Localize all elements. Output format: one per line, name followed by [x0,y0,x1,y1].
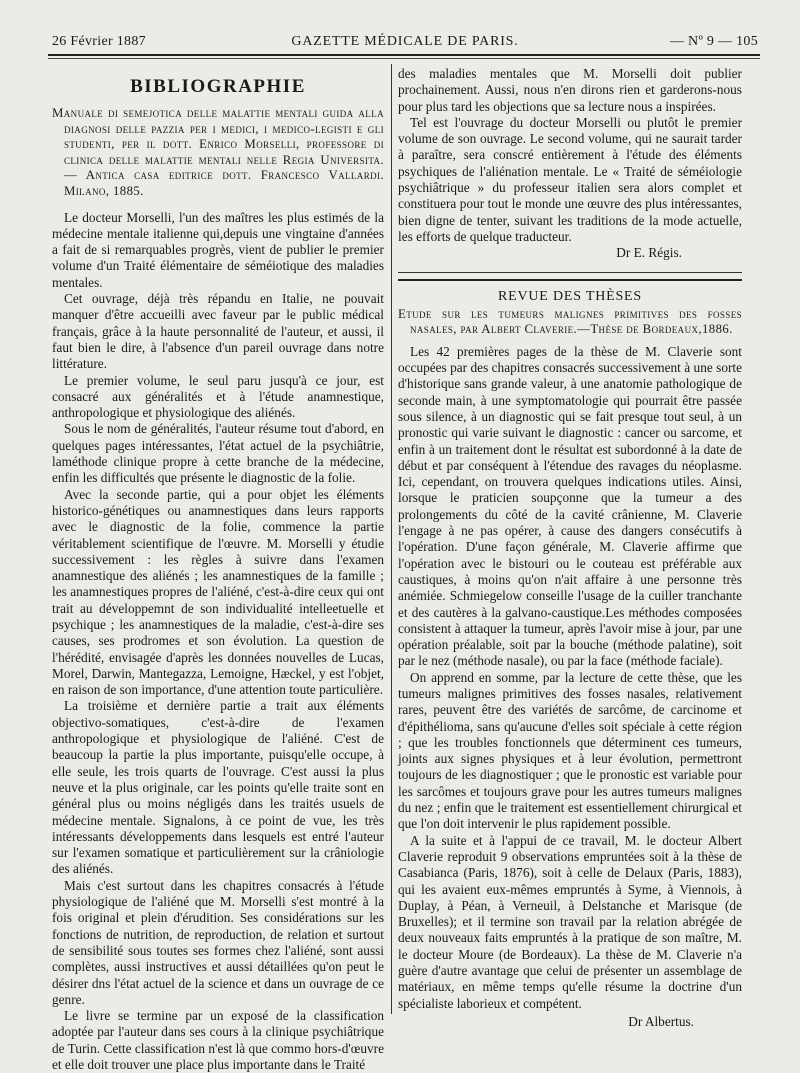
left-column [52,66,384,1072]
paragraph: Le livre se termine par un exposé de la classification adoptée par l'auteur dans ses cours à la clinique psychiâtrique de Turin. Cette classification n'est là que commo hors-d'œuvre et elle doit trouver une place plus importante dans le Traité [52,1008,384,1072]
signature-regis: Dr E. Régis. [616,245,682,261]
header-date: 26 Février 1887 [52,34,146,49]
paragraph: A la suite et à l'appui de ce travail, M. le docteur Albert Claverie reproduit 9 observations empruntées soit à la thèse de Casabianca (Paris, 1876), soit à celle de Delaux (Paris, 1883), qui les avaient eux-mêmes empruntés à Syme, à Viennois, à Duplay, à Péan, à Verneuil, à Delstanche et Marisque (de Bruxelles); et il termine son travail par la relation abrégée de deux nouveaux faits empruntés à la pratique de son maître, M. le docteur Moure (de Bordeaux). La thèse de M. Claverie n'a guère d'autre avantage que celui de présenter un assemblage de matériaux, en même temps qu'elle résume la doctrine d'un spécialiste laborieux et compétent. [398,832,742,1011]
header-journal-title: GAZETTE MÉDICALE DE PARIS. [291,34,519,49]
paragraph: Tel est l'ouvrage du docteur Morselli ou plutôt le premier volume de son ouvrage. Le second volume, qui ne saurait tarder à paraître, sera conscré entièrement à l'étude des éléments psychiques de l'aliénation mentale. Le « Traité de séméiologie psychiâtrique » du professeur italien sera alors complet et constituera pour tout le monde une œuvre des plus intéressantes, bien digne de tenter, suivant les traditions de la mode actuelle, les efforts de quelque traducteur. [398,114,742,244]
section-title-revue-des-theses: REVUE DES THÈSES [498,288,642,304]
header-rule-thin [48,58,760,59]
paragraph: On apprend en somme, par la lecture de cette thèse, que les tumeurs malignes primitives des fosses nasales, relativement rares, peuvent être des variétés de sarcôme, de carcinome et d'épithélioma, sans qu'aucune d'elles soit spéciale à cette région ; que les troubles fonctionnels que déterminent ces tumeurs, joints aux signes physiques et à leur évolution, permettront toujours de les diagnostiquer ; que le pronostic est variable pour les sarcômes et toujours grave pour les autres tumeurs malignes du nez ; enfin que le traitement est essentiellement chirurgical et que l'on doit intervenir le plus rapidement possible. [398,669,742,832]
section-title-bibliographie: BIBLIOGRAPHIE [130,76,306,97]
page-header [52,34,758,50]
bibliography-entry: Manuale di semejotica delle malattie mentali guida alla diagnosi delle pazzia per i medici, i medico-legisti e gli studenti, per il dott. Enrico Morselli, professore di clinica delle malattie mentali nelle Regia Universita. — Antica casa editrice dott. Francesco Vallardi. Milano, 1885. [52,106,384,198]
paragraph: Le docteur Morselli, l'un des maîtres les plus estimés de la médecine mentale italienne qui,depuis une vingtaine d'années a fait de si remarquables progrès, vient de publier le premier volume d'un Traité élémentaire de séméiotique des maladies mentales. [52,209,384,290]
paragraph: Les 42 premières pages de la thèse de M. Claverie sont occupées par des chapitres consacrés successivement à une sorte d'historique sans grande valeur, à une anatomie pathologique de seconde main, à une symptomatologie qui pourrait être passée sous silence, à un diagnostic qui se fait presque tout seul, à un pronostic qui varie suivant le diagnostic : cancer ou sarcome, et enfin à un traitement dont le résultat est subordonné à la date de début et par conséquent à l'étendue des ravages du néoplasme. Ici, cependant, on trouvera quelques indications utiles. Ainsi, lorsque le praticien soupçonne que la tumeur a des prolongements du côté de la cavité crânienne, M. Claverie l'engage à ne pas opérer, à cause des dangers consécutifs à l'opération. D'une façon générale, M. Claverie affirme que l'opération avec le bistouri ou le couteau est préférable aux caustiques, à moins qu'on n'ait affaire à une personne très anémiée. Schmiegelow conseille l'usage de la cuiller tranchante et des cautères à la galvano-caustique.Les méthodes composées consistent à attaquer la tumeur, après l'avoir mise à jour, par une opération préalable, soit par la bouche (méthode palatine), soit par le nez (méthode nasale), ou par la face (méthode faciale). [398,343,742,669]
signature-albertus: Dr Albertus. [628,1013,694,1029]
paragraph: Avec la seconde partie, qui a pour objet les éléments historico-génétiques ou anamnestiques dans leurs rapports avec le diagnostic de la folie, commence la partie véritablement scientifique de l'œuvre. M. Morselli y étudie successivement : les règles à suivre dans l'examen anamnestique des aliénés ; les anamnestiques de la famille ; les anamnestiques propres de l'aliéné, c'est-à-dire ceux qui ont trait au développemnt de son individualité intelleetuelle et psychique ; les anamnestiques de la maladie, c'est-à-dire ses causes, ses prodromes et son évolution. La question de l'hérédité, envisagée d'après les données nouvelles de Lucas, Morel, Darwin, Mantegazza, Lemoigne, Hæckel, y est l'objet, en raison de son importance, d'une attention toute particulière. [52,486,384,698]
paragraph: Sous le nom de généralités, l'auteur résume tout d'abord, en quelques pages intéressantes, l'état actuel de la psychiâtrie, laméthode clinique propre à cette branche de la médecine, enfin les difficultés que présente le diagnostic de la folie. [52,421,384,486]
header-page-number: — Nº 9 — 105 [669,34,758,49]
paragraph-continuation: des maladies mentales que M. Morselli doit publier prochainement. Aussi, nous n'en dirons rien et garderons-nous pour plus tard les objections que sa lecture nous a inspirées. [398,66,742,114]
right-column [398,66,742,1037]
paragraph: Mais c'est surtout dans les chapitres consacrés à l'étude physiologique de l'aliéné que M. Morselli s'est montré à la fois original et plein d'érudition. Ses considérations sur les fonctions de nutrition, de reproduction, de relation et surtout de sensibilité sous toutes ses formes chez l'aliéné, sont aussi complètes, aussi instructives et aussi détaillées qu'on peut le désirer dns l'état actuel de la science et dans un ouvrage de ce genre. [52,877,384,1007]
section-separator-thick [398,279,742,281]
header-rule [48,54,760,56]
paragraph: Le premier volume, le seul paru jusqu'à ce jour, est consacré aux généralités et à l'étude anamnestique, anthropologique et physiologique des aliénés. [52,372,384,421]
section-separator [398,272,742,273]
column-divider [391,64,392,1014]
paragraph: Cet ouvrage, déjà très répandu en Italie, ne pouvait manquer d'être accueilli avec faveur par le public médical français, grâce à la haute personnalité de l'auteur, et aussi, il faut bien le dire, à l'absence d'un pareil ouvrage dans notre littérature. [52,291,384,372]
paragraph: La troisième et dernière partie a trait aux éléments objectivo-somatiques, c'est-à-dire de l'examen anthropologique et physiologique de l'aliéné. C'est de beaucoup la partie la plus importante, puisqu'elle occupe, à elle seule, les trois quarts de l'ouvrage. C'est aussi la plus neuve et la plus originale, car les points qu'elle traite sont en général plus ou moins négligés dans les traités usuels de médecine mentale. Signalons, à ce point de vue, les très intéressants développements dans lesquels est entré l'auteur sur l'examen somatique et particulièrement sur la crâniologie des aliénés. [52,698,384,877]
thesis-entry: Etude sur les tumeurs malignes primitives des fosses nasales, par Albert Claverie.—Thèse de Bordeaux,1886. [398,306,742,337]
